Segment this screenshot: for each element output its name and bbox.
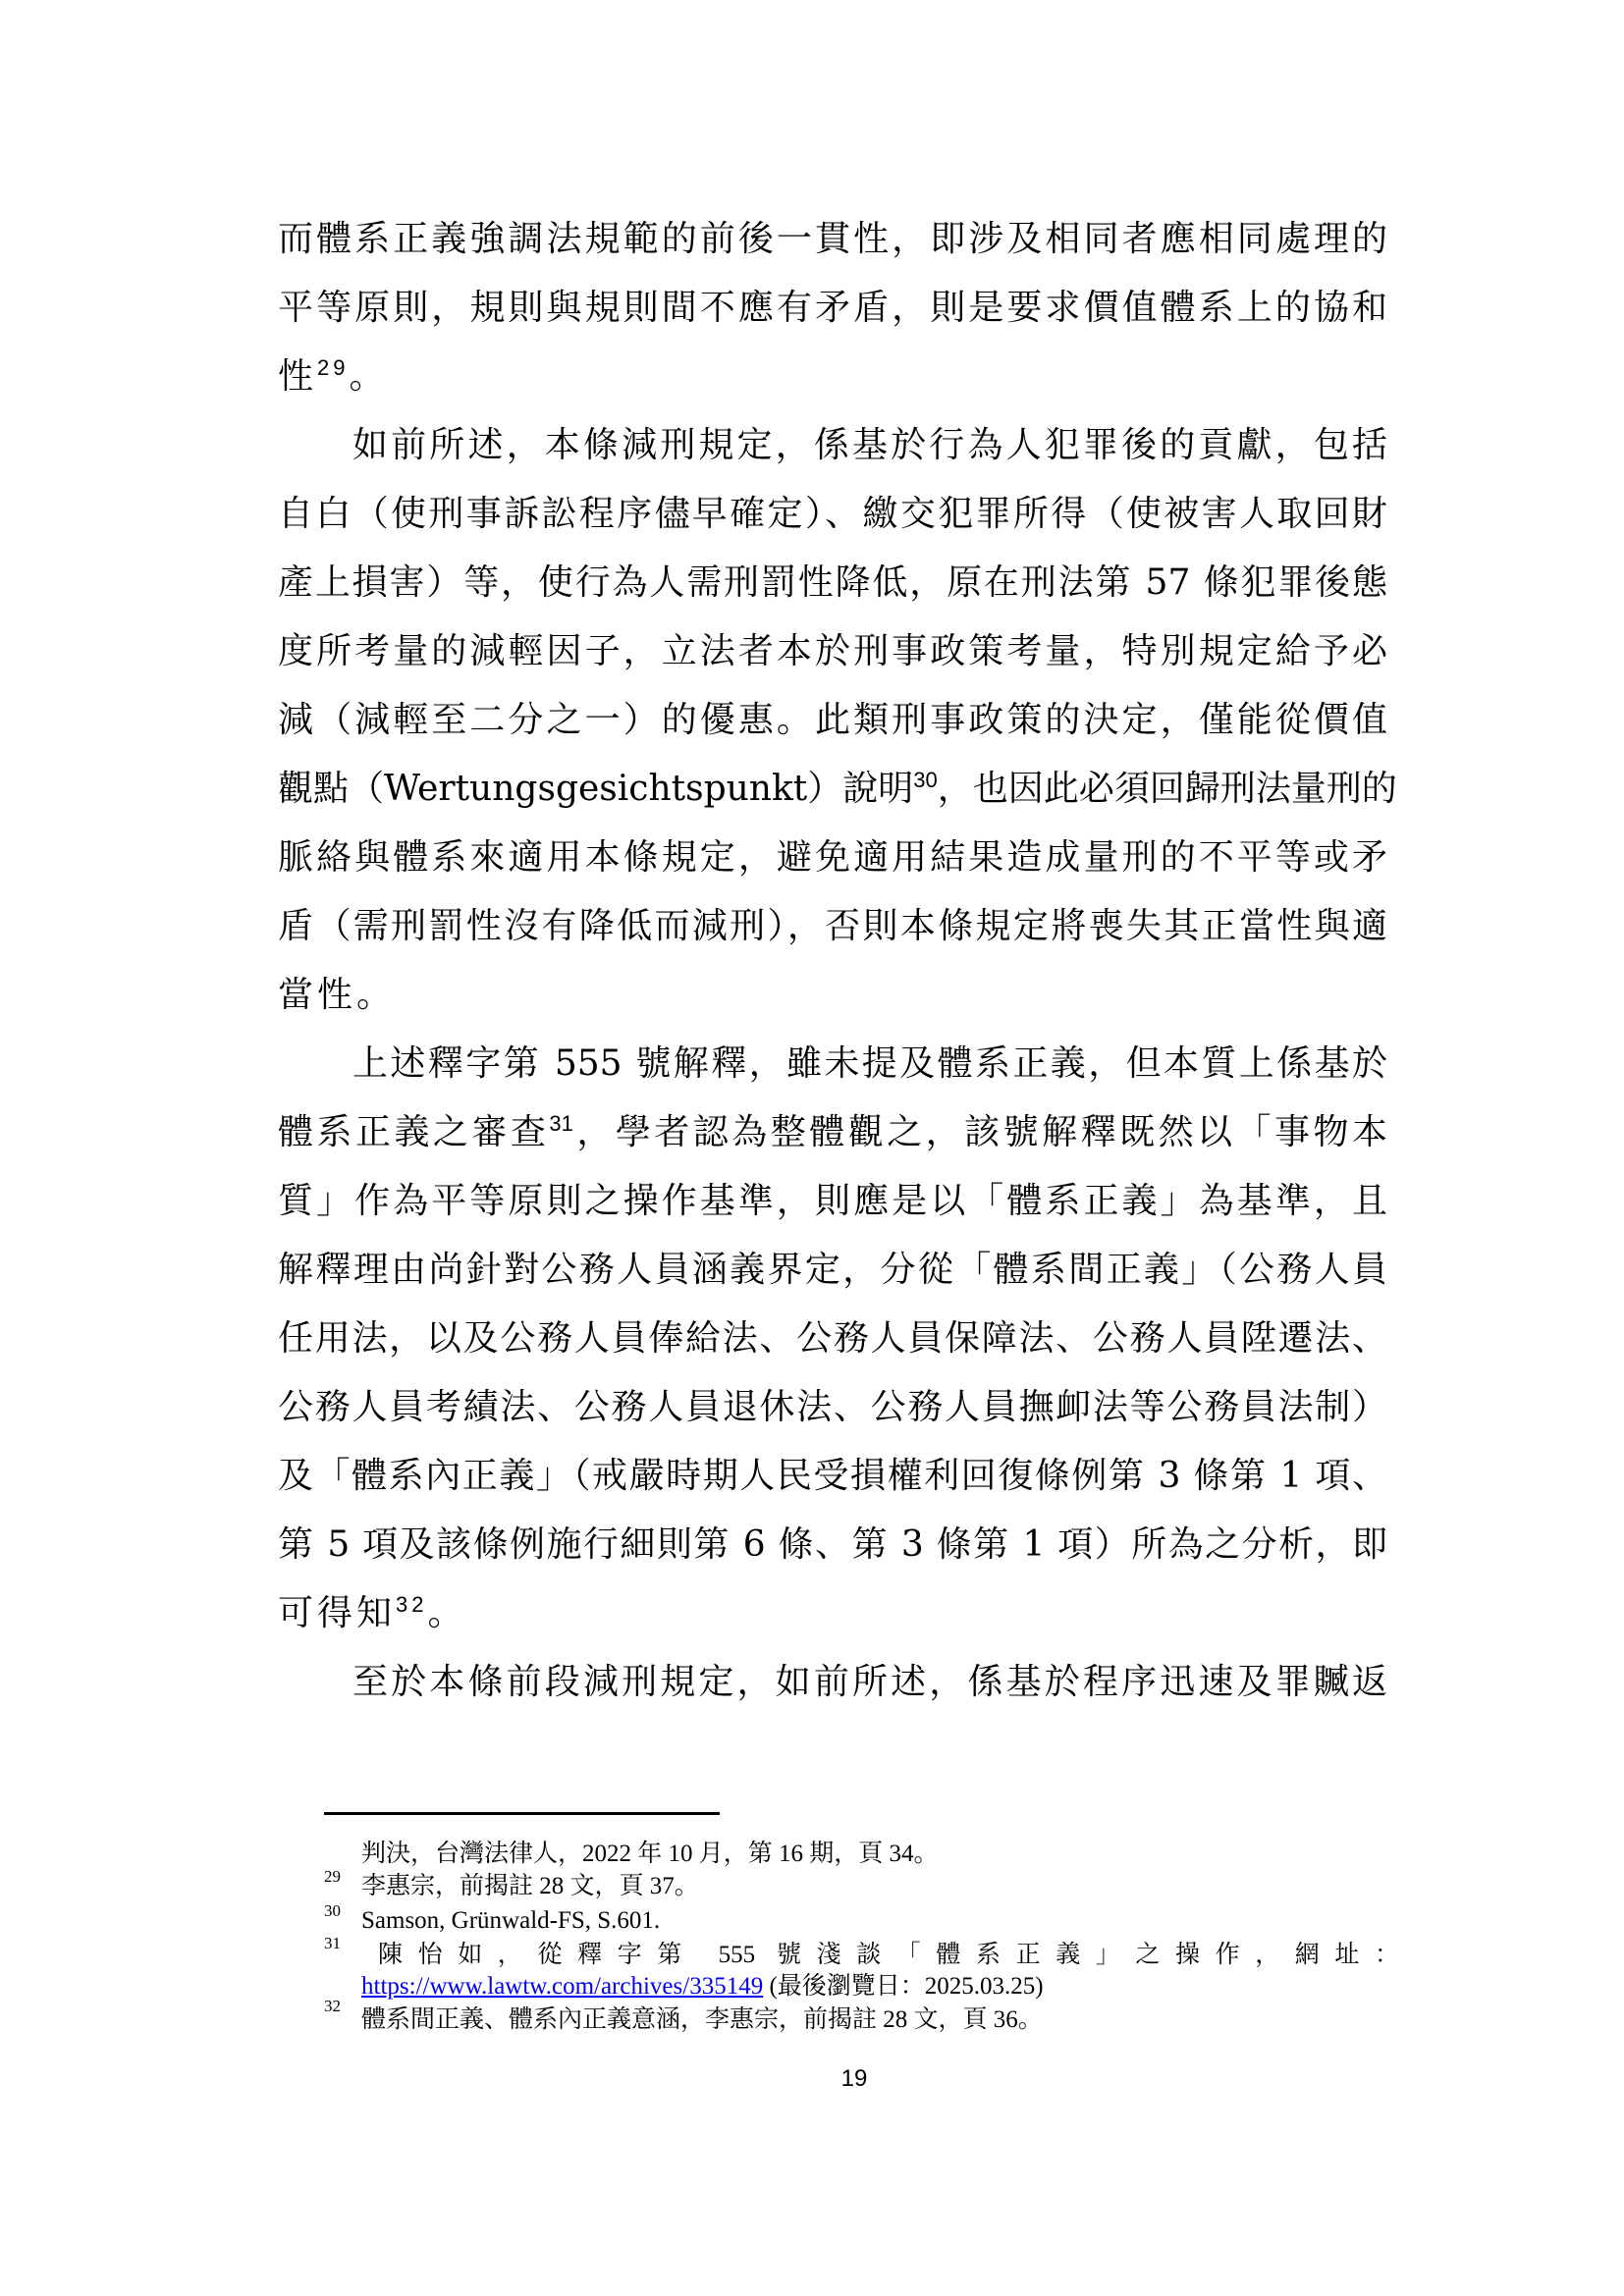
- body-line: [352, 1661, 1387, 1704]
- footnote-separator: [324, 1812, 720, 1815]
- line-text: 體系正義之審查: [278, 1112, 550, 1152]
- line-text: 度所考量的減輕因子，立法者本於刑事政策考量，特別規定給予必: [278, 631, 1387, 671]
- line-text: 第 5 項及該條例施行細則第 6 條、第 3 條第 1 項）所為之分析，即: [278, 1524, 1387, 1565]
- body-line: [278, 1317, 1387, 1361]
- line-text: 脈絡與體系來適用本條規定，避免適用結果造成量刑的不平等或矛: [278, 837, 1387, 878]
- body-line: [278, 1592, 1387, 1635]
- footnote-30: 李惠宗，前揭註 28 文，頁 37。: [361, 1873, 699, 1899]
- body-line: [278, 699, 1387, 742]
- body-line: [278, 1455, 1387, 1498]
- footnote-32-b: 體系間正義、體系內正義意涵，李惠宗，前揭註 28 文，頁 36。: [361, 2006, 1043, 2033]
- body-line: [278, 1249, 1387, 1292]
- body-line: [278, 768, 1397, 811]
- body-line: [278, 1523, 1387, 1567]
- line-text: 至於本條前段減刑規定，如前所述，係基於程序迅速及罪贓返: [352, 1662, 1387, 1702]
- footnote-ref[interactable]: 32: [396, 1592, 428, 1617]
- footnote-ref[interactable]: 31: [549, 1111, 573, 1136]
- line-text: 性: [278, 356, 318, 397]
- footnote-ref[interactable]: 30: [913, 768, 938, 792]
- body-line: [352, 424, 1387, 467]
- footnote-number-31: 31: [324, 1934, 341, 1952]
- body-line: [278, 561, 1387, 605]
- body-line: [278, 836, 1387, 880]
- footnote-number-29: 29: [324, 1867, 341, 1886]
- body-line: [278, 355, 1387, 399]
- line-text: 自白（使刑事訴訟程序儘早確定）、繳交犯罪所得（使被害人取回財: [278, 494, 1387, 534]
- line-text: 平等原則，規則與規則間不應有矛盾，則是要求價值體系上的協和: [278, 288, 1387, 328]
- line-text: ，學者認為整體觀之，該號解釋既然以「事物本: [572, 1112, 1387, 1152]
- line-text: 而體系正義強調法規範的前後一貫性，即涉及相同者應相同處理的: [278, 219, 1387, 259]
- line-text: 產上損害）等，使行為人需刑罰性降低，原在刑法第 57 條犯罪後態: [278, 562, 1387, 603]
- line-text: 解釋理由尚針對公務人員涵義界定，分從「體系間正義」（公務人員: [278, 1250, 1387, 1290]
- footnote-number-32: 32: [324, 1997, 341, 2015]
- line-text: 任用法，以及公務人員俸給法、公務人員保障法、公務人員陞遷法、: [278, 1318, 1387, 1359]
- line-text: 當性。: [278, 975, 397, 1015]
- footnote-29-continuation: 判決，台灣法律人，2022 年 10 月，第 16 期，頁 34。: [361, 1841, 939, 1867]
- footnote-ref[interactable]: 29: [317, 355, 350, 380]
- footnote-number-30: 30: [324, 1901, 341, 1920]
- line-text: 盾（需刑罰性沒有降低而減刑），否則本條規定將喪失其正當性與適: [278, 906, 1387, 946]
- line-text: 。: [349, 356, 389, 397]
- body-line: [278, 974, 1387, 1017]
- body-line: [278, 1111, 1387, 1154]
- footnote-32-url-line: [361, 1972, 1044, 2002]
- body-line: [278, 493, 1387, 536]
- line-text: 觀點（Wertungsgesichtspunkt）說明: [278, 769, 914, 809]
- line-text: 可得知: [278, 1593, 397, 1633]
- footnote-32-title: 陳怡如，從釋字第 555 號淺談「體系正義」之操作，網址：: [378, 1942, 1399, 1968]
- page-number: 19: [840, 2065, 868, 2092]
- line-text: 及「體系內正義」（戒嚴時期人民受損權利回復條例第 3 條第 1 項、: [278, 1456, 1387, 1496]
- footnote-32-link[interactable]: https://www.lawtw.com/archives/335149: [361, 1973, 764, 2000]
- footnote-32-access-date: (最後瀏覽日：2025.03.25): [763, 1973, 1044, 2000]
- body-line: [278, 287, 1387, 330]
- body-line: [278, 905, 1387, 948]
- body-line: [278, 1180, 1387, 1223]
- line-text: 減（減輕至二分之一）的優惠。此類刑事政策的決定，僅能從價值: [278, 700, 1387, 740]
- line-text: 。: [427, 1593, 467, 1633]
- body-line: [352, 1042, 1387, 1086]
- line-text: 如前所述，本條減刑規定，係基於行為人犯罪後的貢獻，包括: [352, 425, 1387, 465]
- line-text: 上述釋字第 555 號解釋，雖未提及體系正義，但本質上係基於: [352, 1043, 1387, 1084]
- line-text: 公務人員考績法、公務人員退休法、公務人員撫卹法等公務員法制）: [278, 1387, 1387, 1427]
- footnote-31: Samson, Grünwald-FS, S.601.: [361, 1907, 661, 1934]
- body-line: [278, 630, 1387, 673]
- line-text: ，也因此必須回歸刑法量刑的: [937, 769, 1397, 809]
- line-text: 質」作為平等原則之操作基準，則應是以「體系正義」為基準，且: [278, 1181, 1387, 1221]
- body-line: [278, 1386, 1387, 1429]
- body-line: [278, 218, 1387, 261]
